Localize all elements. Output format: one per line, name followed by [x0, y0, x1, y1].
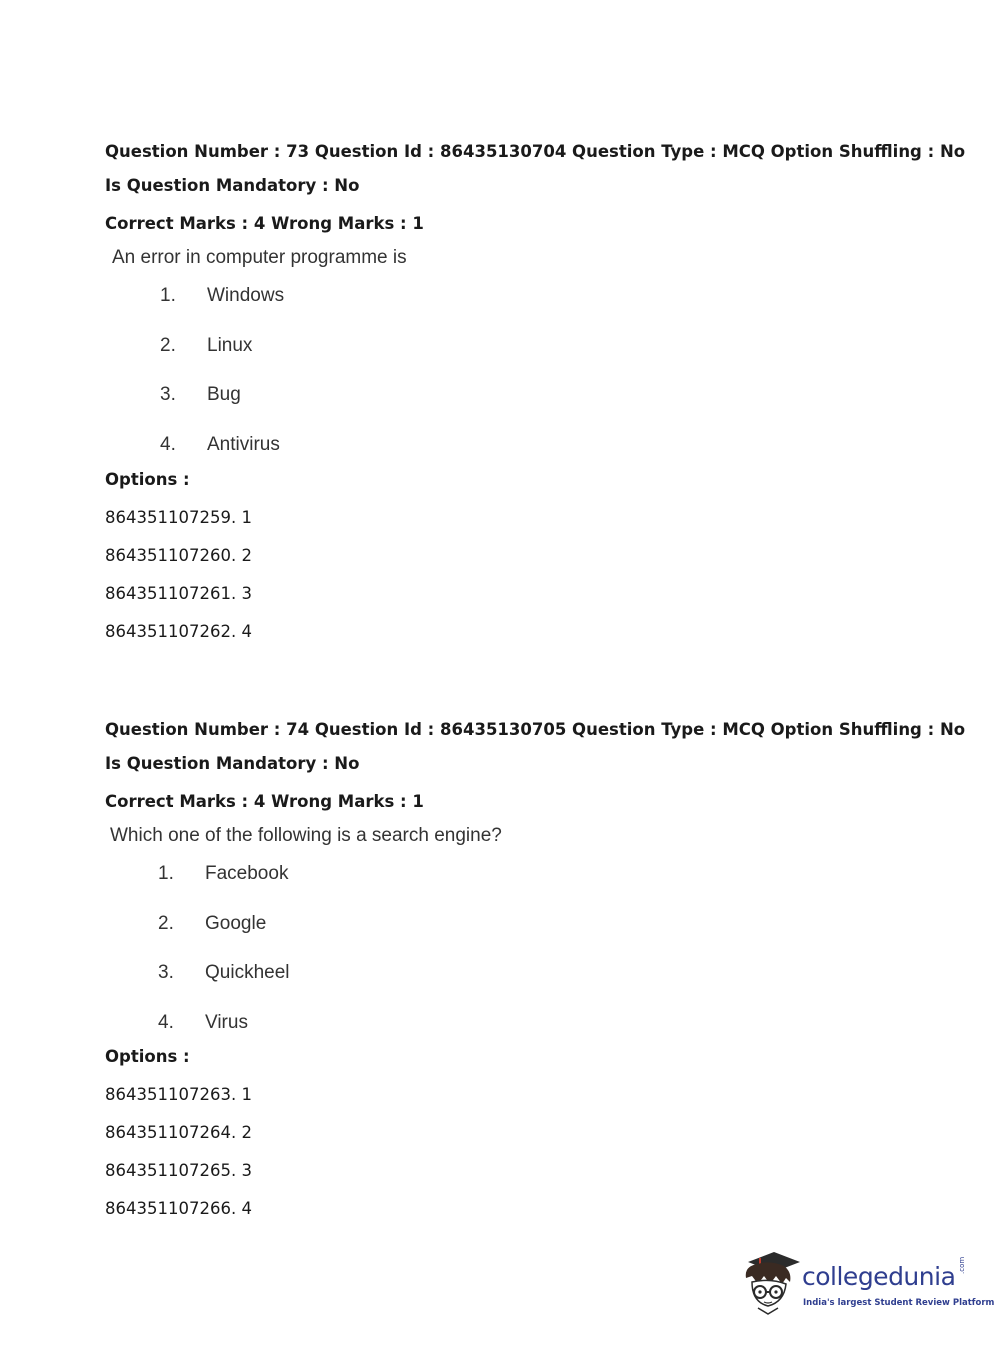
collegedunia-logo	[740, 1248, 995, 1320]
question-header: Question Number : 74 Question Id : 86435130705 Question Type : MCQ Option Shuffling : No	[105, 720, 966, 739]
option-id: 864351107262. 4	[105, 621, 252, 641]
choice-text: Virus	[205, 1011, 248, 1033]
logo-wordmark: collegedunia	[802, 1262, 956, 1291]
option-id: 864351107265. 3	[105, 1160, 252, 1180]
choice-text: Linux	[207, 334, 253, 356]
question-mandatory: Is Question Mandatory : No	[105, 176, 360, 195]
question-mandatory: Is Question Mandatory : No	[105, 754, 360, 773]
option-id: 864351107263. 1	[105, 1084, 252, 1104]
choice-number: 2.	[158, 912, 174, 934]
choice-number: 3.	[160, 384, 176, 405]
choice-text: Facebook	[205, 863, 289, 884]
question-marks: Correct Marks : 4 Wrong Marks : 1	[105, 214, 424, 233]
choice-number: 1.	[158, 863, 174, 884]
choice-item	[105, 381, 965, 431]
student-mascot-icon	[740, 1248, 802, 1320]
choice-item	[105, 860, 965, 910]
choice-number: 4.	[160, 433, 176, 455]
choice-item	[105, 1009, 965, 1045]
choice-number: 3.	[158, 962, 174, 983]
options-label: Options :	[105, 1046, 190, 1066]
choice-number: 4.	[158, 1011, 174, 1033]
logo-tagline: India's largest Student Review Platform	[803, 1298, 995, 1308]
option-id: 864351107264. 2	[105, 1122, 252, 1142]
question-block-74	[105, 718, 965, 1235]
choice-item	[105, 959, 965, 1009]
choice-text: Bug	[207, 384, 241, 405]
choice-text: Antivirus	[207, 433, 280, 455]
choice-list	[105, 860, 965, 1045]
choice-item	[105, 282, 965, 332]
logo-domain-suffix: .com	[958, 1256, 966, 1274]
choice-item	[105, 431, 965, 468]
question-header: Question Number : 73 Question Id : 86435130704 Question Type : MCQ Option Shuffling : No	[105, 142, 966, 161]
question-marks: Correct Marks : 4 Wrong Marks : 1	[105, 792, 424, 811]
option-id: 864351107261. 3	[105, 583, 252, 603]
choice-number: 2.	[160, 334, 176, 356]
question-block-73	[105, 140, 965, 658]
choice-text: Quickheel	[205, 962, 290, 983]
option-id: 864351107266. 4	[105, 1198, 252, 1218]
option-id: 864351107260. 2	[105, 545, 252, 565]
option-id: 864351107259. 1	[105, 507, 252, 527]
choice-number: 1.	[160, 285, 176, 306]
question-text: An error in computer programme is	[112, 247, 407, 268]
choice-text: Windows	[207, 285, 285, 306]
choice-list	[105, 282, 965, 468]
choice-item	[105, 910, 965, 960]
choice-item	[105, 332, 965, 382]
question-text: Which one of the following is a search engine?	[110, 825, 502, 846]
choice-text: Google	[205, 912, 267, 934]
options-label: Options :	[105, 469, 190, 489]
